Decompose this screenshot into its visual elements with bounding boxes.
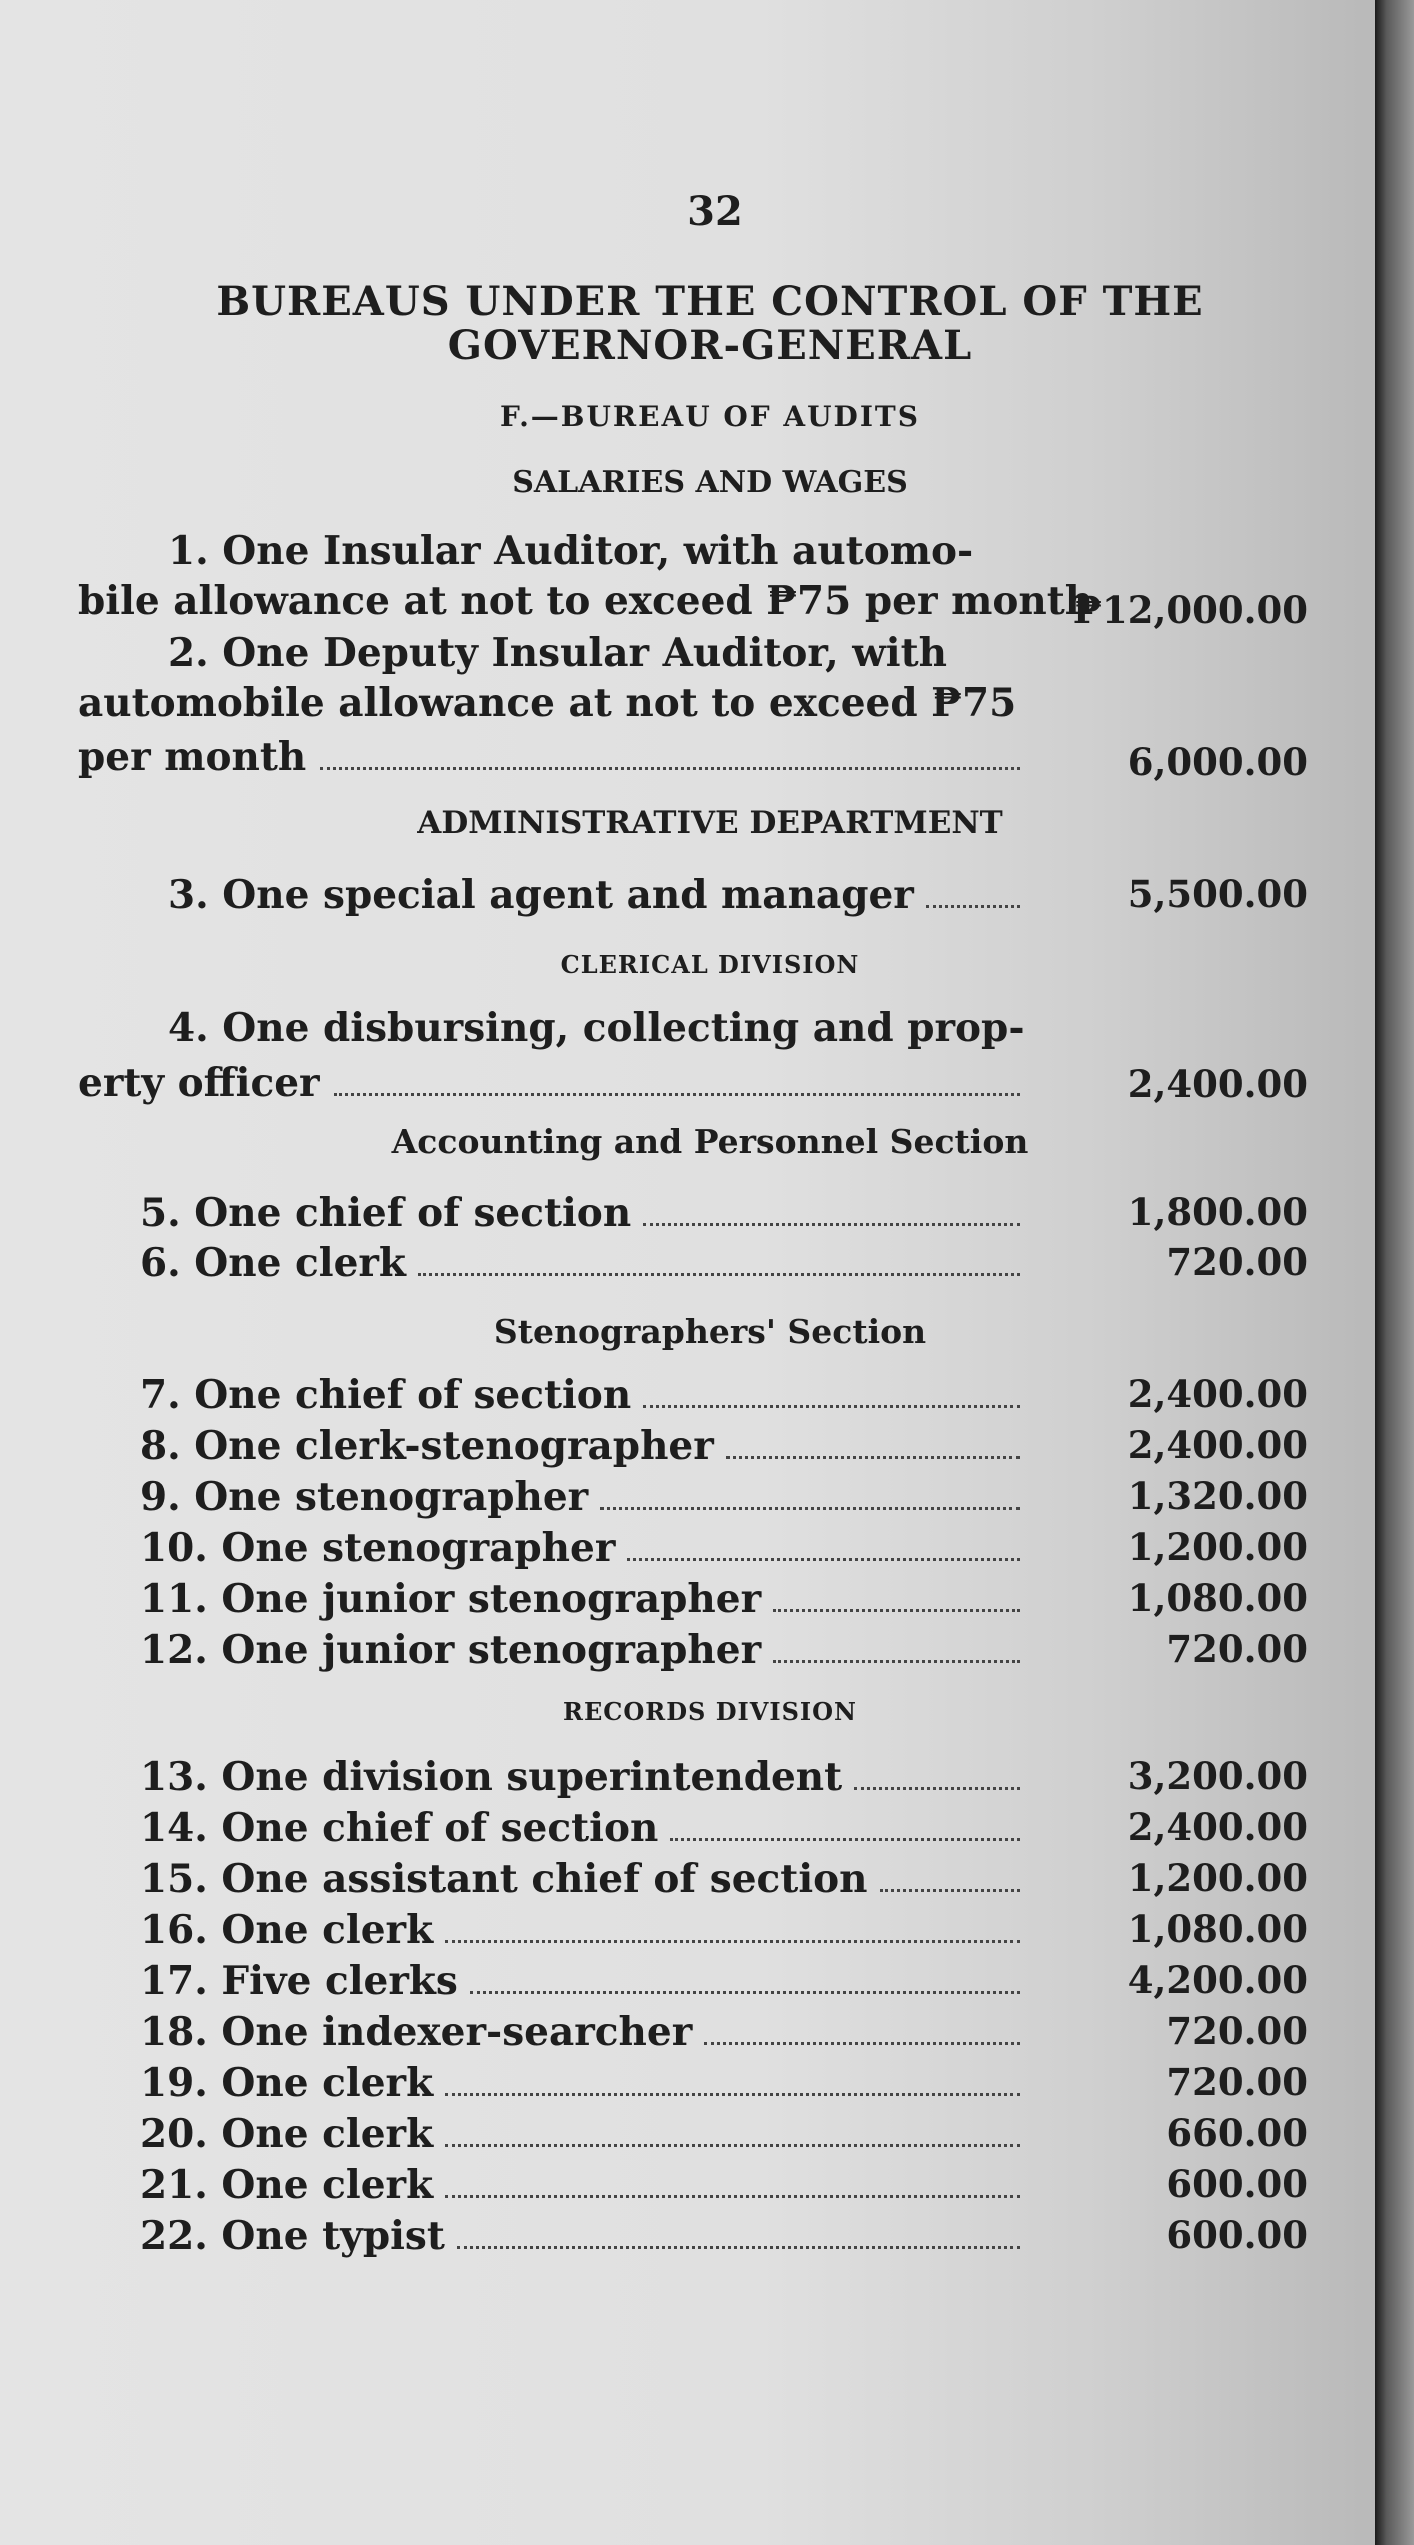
item-4-line-1: 4. One disbursing, collecting and prop- xyxy=(168,1005,1025,1051)
item-3-row xyxy=(168,866,1020,918)
item-amount: 1,200.00 xyxy=(1127,1525,1308,1569)
leader-dots xyxy=(773,1608,1020,1612)
table-row xyxy=(140,2054,1020,2106)
item-2-line-1: 2. One Deputy Insular Auditor, with xyxy=(168,630,947,676)
table-row xyxy=(140,1748,1020,1800)
item-amount: 600.00 xyxy=(1166,2213,1308,2257)
leader-dots xyxy=(445,2143,1020,2147)
item-label: 14. One chief of section xyxy=(140,1805,659,1851)
table-row xyxy=(140,2156,1020,2208)
table-row xyxy=(140,2003,1020,2055)
leader-dots xyxy=(726,1455,1020,1459)
table-row xyxy=(140,1901,1020,1953)
item-amount: 1,080.00 xyxy=(1127,1576,1308,1620)
item-2-line-3-row xyxy=(78,728,1020,780)
leader-dots xyxy=(334,1092,1020,1096)
leader-dots xyxy=(457,2245,1020,2249)
table-row xyxy=(140,1850,1020,1902)
leader-dots xyxy=(445,1939,1020,1943)
item-label: 6. One clerk xyxy=(140,1240,406,1286)
page-number: 32 xyxy=(687,188,743,235)
table-row xyxy=(140,1519,1020,1571)
section-heading-salaries: SALARIES AND WAGES xyxy=(512,465,908,500)
stenographers-section-heading: Stenographers' Section xyxy=(493,1312,927,1351)
administrative-department-heading: ADMINISTRATIVE DEPARTMENT xyxy=(417,805,1003,841)
item-label: 9. One stenographer xyxy=(140,1474,589,1520)
leader-dots xyxy=(880,1888,1021,1892)
item-amount: 2,400.00 xyxy=(1127,1805,1308,1849)
item-amount: 660.00 xyxy=(1166,2111,1308,2155)
item-amount: 720.00 xyxy=(1166,2009,1308,2053)
table-row xyxy=(140,1952,1020,2004)
item-label: 8. One clerk-stenographer xyxy=(140,1423,714,1469)
item-amount: 1,200.00 xyxy=(1127,1856,1308,1900)
item-2-line-3: per month xyxy=(78,734,307,780)
item-2-line-2: automobile allowance at not to exceed ₱75 xyxy=(78,680,1017,726)
bureau-heading: F.—BUREAU OF AUDITS xyxy=(500,400,920,433)
item-label: 7. One chief of section xyxy=(140,1372,632,1418)
leader-dots xyxy=(418,1272,1020,1276)
leader-dots xyxy=(643,1404,1020,1408)
records-division-heading: RECORDS DIVISION xyxy=(563,1697,857,1726)
page-title-line-1: BUREAUS UNDER THE CONTROL OF THE xyxy=(216,278,1204,325)
table-row xyxy=(140,1184,1020,1236)
leader-dots xyxy=(320,766,1020,770)
item-amount: 600.00 xyxy=(1166,2162,1308,2206)
item-label: 22. One typist xyxy=(140,2213,445,2259)
item-label: 17. Five clerks xyxy=(140,1958,458,2004)
item-amount: 720.00 xyxy=(1166,1627,1308,1671)
leader-dots xyxy=(445,2194,1020,2198)
table-row xyxy=(140,1570,1020,1622)
leader-dots xyxy=(704,2041,1020,2045)
item-amount: 2,400.00 xyxy=(1127,1423,1308,1467)
item-amount: 1,800.00 xyxy=(1127,1190,1308,1234)
page-title-line-2: GOVERNOR-GENERAL xyxy=(447,322,973,369)
table-row xyxy=(140,1799,1020,1851)
table-row xyxy=(140,1417,1020,1469)
clerical-division-heading: CLERICAL DIVISION xyxy=(560,950,860,979)
item-3-amount: 5,500.00 xyxy=(1127,872,1308,916)
item-label: 15. One assistant chief of section xyxy=(140,1856,868,1902)
item-label: 20. One clerk xyxy=(140,2111,434,2157)
item-amount: 1,320.00 xyxy=(1127,1474,1308,1518)
item-label: 10. One stenographer xyxy=(140,1525,616,1571)
item-label: 5. One chief of section xyxy=(140,1190,632,1236)
item-amount: 4,200.00 xyxy=(1127,1958,1308,2002)
leader-dots xyxy=(670,1837,1020,1841)
page-edge-shadow xyxy=(1375,0,1414,2545)
leader-dots xyxy=(445,2092,1020,2096)
item-label: 19. One clerk xyxy=(140,2060,434,2106)
leader-dots xyxy=(854,1786,1020,1790)
item-4-line-2: erty officer xyxy=(78,1060,320,1106)
item-4-amount: 2,400.00 xyxy=(1127,1062,1308,1106)
leader-dots xyxy=(600,1506,1020,1510)
leader-dots xyxy=(627,1557,1020,1561)
item-amount: 720.00 xyxy=(1166,1240,1308,1284)
item-label: 21. One clerk xyxy=(140,2162,434,2208)
item-1-line-2: bile allowance at not to exceed ₱75 per month xyxy=(78,578,1094,624)
item-label: 18. One indexer-searcher xyxy=(140,2009,693,2055)
item-1-line-1: 1. One Insular Auditor, with automo- xyxy=(168,528,974,574)
leader-dots xyxy=(773,1659,1020,1663)
leader-dots xyxy=(643,1222,1020,1226)
table-row xyxy=(140,1366,1020,1418)
table-row xyxy=(140,2105,1020,2157)
item-label: 16. One clerk xyxy=(140,1907,434,1953)
item-3-label: 3. One special agent and manager xyxy=(168,872,914,918)
table-row xyxy=(140,2207,1020,2259)
item-label: 13. One division superintendent xyxy=(140,1754,843,1800)
accounting-section-heading: Accounting and Personnel Section xyxy=(391,1122,1029,1161)
item-amount: 720.00 xyxy=(1166,2060,1308,2104)
item-amount: 2,400.00 xyxy=(1127,1372,1308,1416)
item-label: 11. One junior stenographer xyxy=(140,1576,762,1622)
item-1-amount: ₱12,000.00 xyxy=(1072,588,1308,632)
leader-dots xyxy=(470,1990,1020,1994)
table-row xyxy=(140,1234,1020,1286)
table-row xyxy=(140,1468,1020,1520)
table-row xyxy=(140,1621,1020,1673)
item-4-line-2-row xyxy=(78,1054,1020,1106)
item-2-amount: 6,000.00 xyxy=(1127,740,1308,784)
item-label: 12. One junior stenographer xyxy=(140,1627,762,1673)
item-amount: 1,080.00 xyxy=(1127,1907,1308,1951)
item-amount: 3,200.00 xyxy=(1127,1754,1308,1798)
